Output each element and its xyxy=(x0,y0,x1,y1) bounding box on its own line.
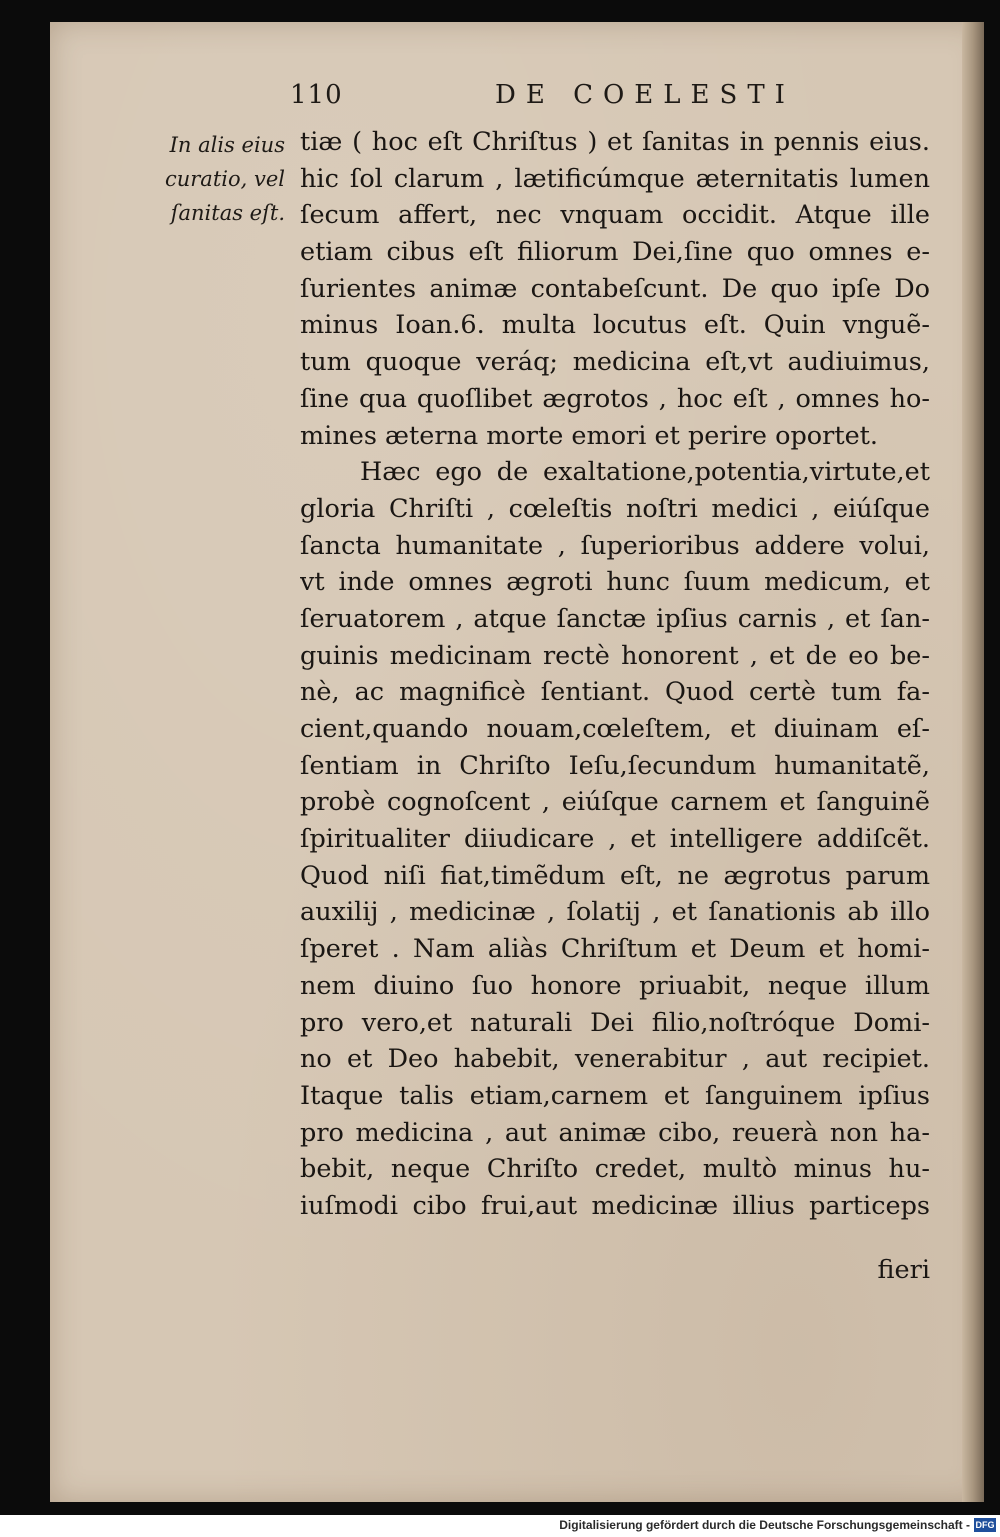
text-line: cient,quando nouam,cœleſtem, et diuinam eſ- xyxy=(300,714,930,744)
page-header xyxy=(290,80,950,112)
marginal-note-line: ſanitas eſt. xyxy=(170,201,285,225)
text-line: etiam cibus eſt filiorum Dei,ſine quo omnes e- xyxy=(300,237,930,268)
text-line: nem diuino ſuo honore priuabit, neque illum xyxy=(300,970,930,1001)
text-line: mines æterna morte emori et perire oportet. xyxy=(300,420,879,451)
text-line: pro vero,et naturali Dei filio,noſtróque Domi- xyxy=(300,1007,930,1038)
text-line: ſine qua quoſlibet ægrotos , hoc eſt , omnes ho- xyxy=(300,383,930,414)
text-line: ſperet . Nam aliàs Chriſtum et Deum et homi- xyxy=(300,934,930,965)
marginal-note-line: curatio, vel xyxy=(164,167,285,191)
text-line: tum quoque veráq; medicina eſt,vt audiuimus, xyxy=(300,347,930,378)
text-line: probè cognoſcent , eiúſque carnem et ſanguinẽ xyxy=(300,787,930,818)
text-line: Quod niſi fiat,timẽdum eſt, ne ægrotus parum xyxy=(300,860,930,891)
text-line: nè, ac magnificè ſentiant. Quod certè tum fa- xyxy=(300,677,930,708)
text-line: ſeruatorem , atque ſanctæ ipſius carnis , et ſan- xyxy=(300,603,930,634)
text-line: ſecum affert, nec vnquam occidit. Atque ille xyxy=(300,200,930,231)
text-line: ſentiam in Chriſto Ieſu,ſecundum humanitatẽ, xyxy=(300,750,930,781)
marginal-note xyxy=(150,128,285,230)
body-text xyxy=(300,124,930,1225)
text-line: minus Ioan.6. multa locutus eſt. Quin vnguẽ- xyxy=(300,310,930,341)
catchword: fieri xyxy=(877,1255,930,1285)
text-line: ſurientes animæ contabeſcunt. De quo ipſe Do xyxy=(300,273,930,304)
text-line: tiæ ( hoc eſt Chriſtus ) et ſanitas in pennis eius. xyxy=(300,127,930,157)
text-line: pro medicina , aut animæ cibo, reuerà non ha- xyxy=(300,1117,930,1148)
page-edge xyxy=(962,22,984,1502)
text-line: gloria Chriſti , cœleſtis noſtri medici , eiúſque xyxy=(300,493,930,524)
funding-credit: Digitalisierung gefördert durch die Deutsche Forschungsgemeinschaft - xyxy=(559,1518,970,1532)
marginal-note-line: In alis eius xyxy=(169,133,285,157)
text-line: no et Deo habebit, venerabitur , aut recipiet. xyxy=(300,1044,930,1075)
text-line: auxilij , medicinæ , ſolatij , et ſanationis ab illo xyxy=(300,897,930,928)
footer-bar xyxy=(0,1515,1000,1537)
text-line: hic ſol clarum , lætificúmque æternitatis lumen xyxy=(300,163,930,194)
text-line: bebit, neque Chriſto credet, multò minus hu- xyxy=(300,1154,930,1185)
running-title: DE COELESTI xyxy=(495,80,795,110)
text-line: iuſmodi cibo frui,aut medicinæ illius particeps xyxy=(300,1190,930,1221)
text-line: Hæc ego de exaltatione,potentia,virtute,et xyxy=(360,457,930,488)
text-line: Itaque talis etiam,carnem et ſanguinem ipſius xyxy=(300,1080,930,1111)
page-number: 110 xyxy=(290,80,343,110)
text-line: ſpiritualiter diiudicare , et intelligere addiſcẽt. xyxy=(300,824,930,855)
text-line: ſancta humanitate , ſuperioribus addere volui, xyxy=(300,530,930,561)
text-line: guinis medicinam rectè honorent , et de eo be- xyxy=(300,640,930,671)
dfg-logo-icon: DFG xyxy=(975,1520,995,1530)
text-line: vt inde omnes ægroti hunc ſuum medicum, et xyxy=(300,567,930,598)
